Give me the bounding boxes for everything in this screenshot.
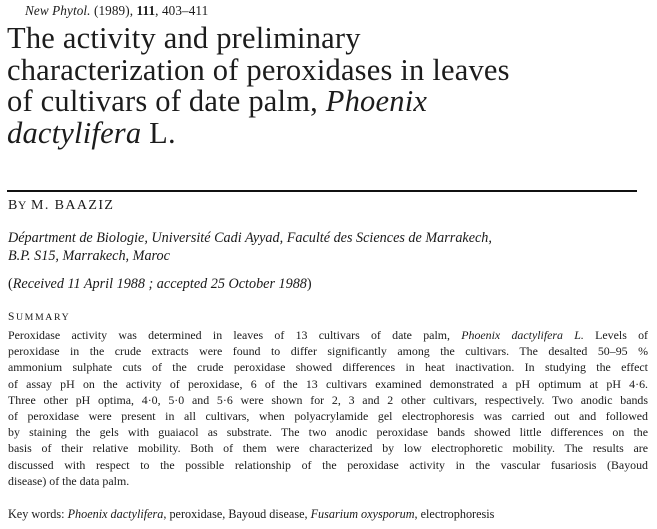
abstract-line: of peroxidase were present in all cultivars, when polyacrylamide gel electrophoresis was carried out and followed	[8, 409, 648, 424]
abstract-line: Peroxidase activity was determined in leaves of 13 cultivars of date palm, Phoenix dactylifera L. Levels of	[8, 328, 649, 342]
journal-pages: , 403–411	[155, 3, 209, 18]
keywords-text-end: , electrophoresis	[414, 507, 495, 521]
title-line-3-text: of cultivars of date palm,	[7, 84, 326, 118]
summary-heading-rest: UMMARY	[16, 312, 71, 323]
received-dates	[8, 276, 312, 293]
journal-year: (1989),	[93, 3, 134, 18]
received-text: Received 11 April 1988 ; accepted 25 October 1988	[12, 276, 307, 292]
journal-citation	[25, 3, 208, 19]
paper-title	[7, 23, 647, 149]
summary-heading	[8, 311, 70, 323]
title-line-2: characterization of peroxidases in leaves	[7, 52, 510, 87]
title-line-4	[7, 115, 647, 150]
title-species: dactylifera	[7, 115, 142, 150]
abstract-line: discussed with respect to the possible relationship of the peroxidase activity in the vascular fusariosis (Bayoud	[8, 457, 648, 472]
title-line-3	[7, 86, 647, 118]
byline	[8, 198, 114, 214]
journal-volume: 111	[136, 3, 156, 18]
by-cap: B	[8, 198, 18, 213]
keywords	[8, 507, 494, 522]
summary-heading-cap: S	[8, 311, 16, 323]
abstract-line: of assay pH on the activity of peroxidase, 6 of the 13 cultivars examined demonstrated a pH optimum at pH 4·6.	[8, 376, 648, 391]
abstract-line: Three other pH optima, 4·0, 5·0 and 5·6 were shown for 2, 3 and 2 other cultivars, respectively. Two anodic bands	[8, 392, 648, 407]
abstract-line: basis of their relative mobility. Both of them were characterized by low electrophoretic mobility. The results are	[8, 441, 648, 456]
keyword-species: Phoenix dactylifera	[67, 507, 164, 521]
abstract-line: peroxidase in the crude extracts were found to differ significantly among the cultivars. The desalted 50–95 %	[8, 344, 648, 359]
affiliation-line-2: B.P. S15, Marrakech, Maroc	[8, 248, 170, 264]
abstract-body	[8, 327, 648, 489]
abstract-line: by staining the gels with guaiacol as substrate. The two anodic peroxidase bands showed little differences on the	[8, 425, 648, 440]
affiliation	[8, 229, 492, 265]
by-rest: Y	[17, 200, 27, 212]
title-divider	[7, 190, 637, 192]
title-genus: Phoenix	[325, 84, 428, 118]
paren-close: )	[306, 276, 312, 292]
keywords-label: Key words:	[8, 507, 68, 521]
title-line-1: The activity and preliminary	[7, 21, 361, 55]
author-name: M. BAAZIZ	[30, 198, 115, 213]
species-name: Phoenix dactylifera L.	[461, 328, 584, 342]
affiliation-line-1: Départment de Biologie, Université Cadi Ayyad, Faculté des Sciences de Marrakech,	[8, 230, 492, 246]
title-line-4-text: L.	[141, 115, 176, 150]
keyword-pathogen: Fusarium oxysporum	[310, 507, 415, 521]
abstract-line: disease) of the data palm.	[8, 473, 130, 488]
journal-name: New Phytol.	[25, 3, 91, 18]
abstract-line: ammonium sulphate cuts of the crude peroxidase showed differences in heat inactivation. In studying the effect	[8, 360, 648, 375]
paren-open: (	[8, 276, 13, 292]
keywords-text: , peroxidase, Bayoud disease,	[163, 507, 311, 521]
